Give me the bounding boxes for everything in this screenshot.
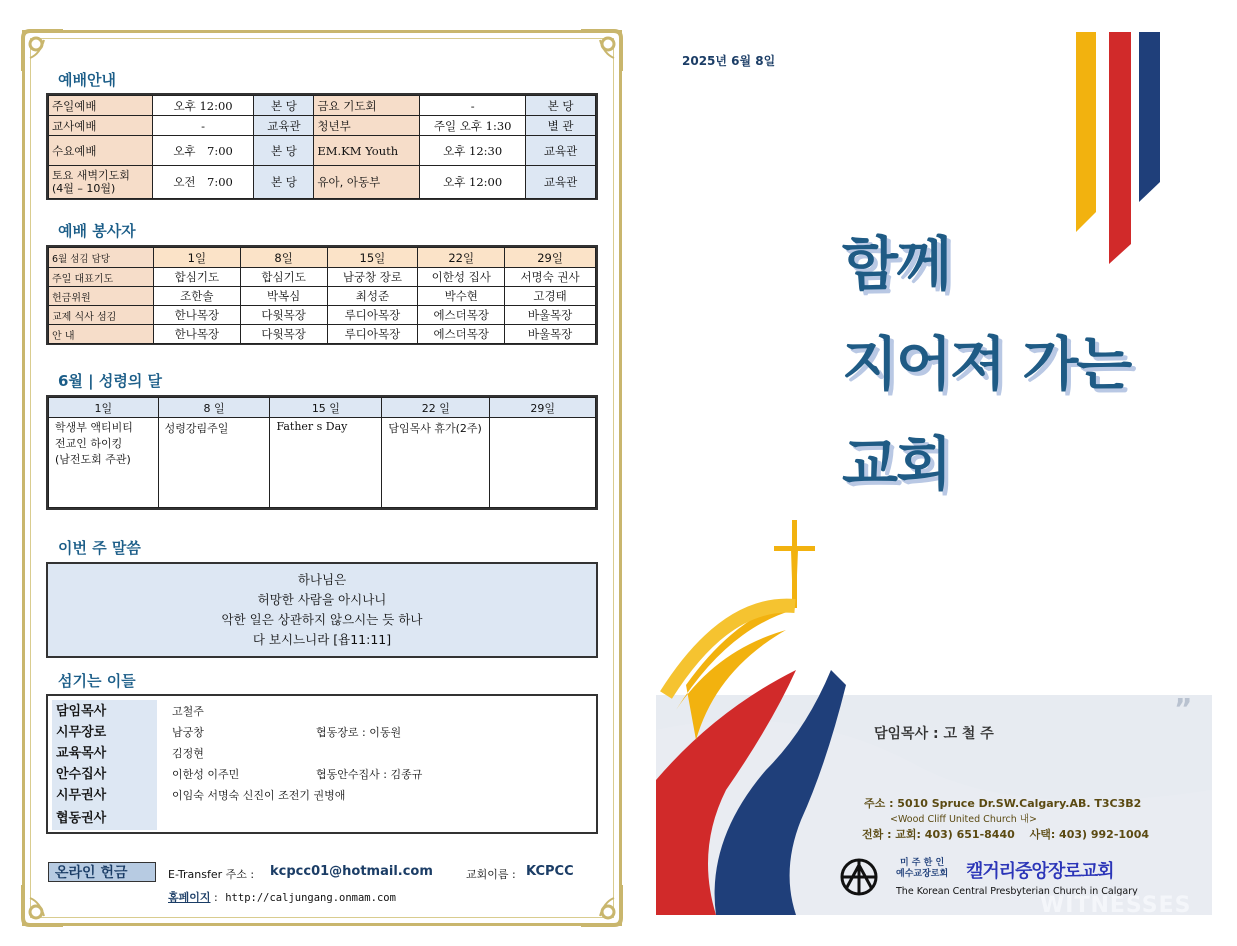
server-role: 담임목사 (56, 704, 107, 719)
volunteers-header-cell: 1일 (153, 248, 240, 268)
volunteers-header-cell: 22일 (418, 248, 505, 268)
month-header-cell: 15 일 (270, 398, 382, 418)
homepage-url[interactable]: http://caljungang.onmam.com (225, 892, 396, 904)
month-header-cell: 22 일 (382, 398, 490, 418)
table-row (49, 96, 596, 116)
server-name: 김정현 (172, 747, 204, 760)
month-event: 성령강림주일 (158, 418, 270, 508)
servers-section-title: 섬기는 이들 (58, 672, 136, 690)
worship-time: 오후 7:00 (152, 136, 254, 166)
month-calendar-frame (46, 395, 598, 510)
volunteers-cell: 남궁창 장로 (327, 268, 418, 287)
list-item (56, 722, 596, 743)
volunteers-cell: 루디아목장 (327, 306, 418, 325)
server-role: 교육목사 (56, 746, 107, 761)
list-item (56, 701, 596, 722)
server-name: 이임숙 서명숙 신진이 조전기 권병애 (172, 789, 346, 802)
servers-box (46, 694, 598, 834)
worship-name: 교사예배 (49, 116, 153, 136)
server-extra: 협동안수집사 : 김종규 (316, 768, 423, 781)
ornament-corner-icon (578, 882, 624, 928)
worship-time: 오전 7:00 (152, 166, 254, 199)
server-role: 시무권사 (56, 788, 107, 803)
server-name: 고철주 (172, 705, 204, 718)
table-row (49, 306, 596, 325)
volunteers-section-title: 예배 봉사자 (58, 222, 136, 240)
volunteers-header-cell: 6월 섬김 담당 (49, 248, 154, 268)
church-phone: 전화 : 교회: 403) 651-8440 사택: 403) 992-1004 (862, 828, 1150, 841)
table-row (49, 116, 596, 136)
server-name: 이한성 이주민 (172, 768, 240, 781)
worship-place: 본 당 (526, 96, 596, 116)
worship-place: 별 관 (526, 116, 596, 136)
table-row (49, 325, 596, 344)
homepage-label: 홈페이지 (168, 891, 211, 904)
church-logo-icon (836, 857, 882, 897)
server-extra: 협동장로 : 이동원 (316, 726, 402, 739)
volunteers-cell: 바울목장 (505, 325, 596, 344)
homepage-separator: : (214, 891, 218, 904)
volunteers-role: 헌금위원 (49, 287, 154, 306)
denomination-line: 예수교장로회 (896, 869, 949, 879)
worship-time: - (152, 116, 254, 136)
church-english-name: The Korean Central Presbyterian Church in Calgary (896, 886, 1138, 897)
worship-place: 교육관 (526, 166, 596, 199)
month-header-cell: 29일 (490, 398, 596, 418)
cover-title-line: 함께 (842, 230, 951, 298)
month-calendar (48, 397, 596, 508)
verse-box (46, 562, 598, 658)
table-row (49, 166, 596, 199)
volunteers-cell: 에스더목장 (418, 306, 505, 325)
bulletin-date: 2025년 6월 8일 (682, 54, 776, 68)
denomination-line: 미 주 한 인 (899, 858, 945, 868)
list-item (56, 806, 596, 830)
pastor-name: 담임목사 : 고 철 주 (874, 726, 994, 742)
volunteers-cell: 최성준 (327, 287, 418, 306)
month-section-title: 6월 | 성령의 달 (58, 372, 163, 390)
watermark-text: WITNESSES (1040, 893, 1192, 918)
ornament-corner-icon (578, 28, 624, 74)
volunteers-cell: 이한성 집사 (418, 268, 505, 287)
server-role: 협동권사 (56, 811, 107, 826)
ornament-corner-icon (20, 882, 66, 928)
worship-section-title: 예배안내 (58, 71, 116, 89)
etransfer-email[interactable]: kcpcc01@hotmail.com (270, 864, 433, 879)
servers-list (56, 701, 596, 830)
worship-time: 오후 12:30 (420, 136, 526, 166)
month-event (490, 418, 596, 508)
table-row (49, 268, 596, 287)
church-address: 주소 : 5010 Spruce Dr.SW.Calgary.AB. T3C3B2 (864, 797, 1142, 810)
month-event: 담임목사 휴가(2주) (382, 418, 490, 508)
worship-name: 주일예배 (49, 96, 153, 116)
server-role: 안수집사 (56, 767, 107, 782)
verse-line: 하나님은 (297, 572, 347, 587)
etransfer-label: E-Transfer 주소 : (168, 868, 255, 881)
volunteers-cell: 박수현 (418, 287, 505, 306)
homepage-row (168, 889, 396, 905)
month-event: Father s Day (270, 418, 382, 508)
volunteers-cell: 한나목장 (153, 325, 240, 344)
worship-table (48, 95, 596, 199)
church-korean-name: 캘거리중앙장로교회 (966, 861, 1114, 882)
volunteers-table-frame (46, 245, 598, 345)
cover-title-line: 교회 (842, 430, 951, 498)
worship-name: 토요 새벽기도회 (4월 – 10월) (49, 166, 153, 199)
server-name: 남궁창 (172, 726, 204, 739)
table-row (49, 418, 596, 508)
online-giving-label: 온라인 헌금 (48, 862, 156, 882)
church-name-value: KCPCC (526, 864, 574, 879)
volunteers-role: 안 내 (49, 325, 154, 344)
volunteers-role: 교제 식사 섬김 (49, 306, 154, 325)
worship-place: 본 당 (254, 166, 314, 199)
worship-time: 오후 12:00 (420, 166, 526, 199)
volunteers-role: 주일 대표기도 (49, 268, 154, 287)
worship-name: 청년부 (314, 116, 420, 136)
volunteers-table (48, 247, 596, 344)
cover-title-line: 지어져 가는 (842, 330, 1131, 398)
worship-place: 본 당 (254, 136, 314, 166)
worship-place: 교육관 (526, 136, 596, 166)
worship-name: 금요 기도회 (314, 96, 420, 116)
volunteers-cell: 루디아목장 (327, 325, 418, 344)
volunteers-cell: 에스더목장 (418, 325, 505, 344)
volunteers-cell: 박복심 (240, 287, 327, 306)
cover-title (842, 214, 1130, 514)
volunteers-header-cell: 8일 (240, 248, 327, 268)
verse-line: 악한 일은 상관하지 않으시는 듯 하나 (221, 612, 423, 627)
list-item (56, 743, 596, 764)
volunteers-cell: 한나목장 (153, 306, 240, 325)
volunteers-cell: 다윗목장 (240, 325, 327, 344)
volunteers-cell: 조한솔 (153, 287, 240, 306)
church-address-note: <Wood Cliff United Church 내> (890, 814, 1037, 825)
volunteers-cell: 다윗목장 (240, 306, 327, 325)
worship-time: 오후 12:00 (152, 96, 254, 116)
volunteers-cell: 합심기도 (153, 268, 240, 287)
worship-name: EM.KM Youth (314, 136, 420, 166)
worship-place: 본 당 (254, 96, 314, 116)
volunteers-cell: 서명숙 권사 (505, 268, 596, 287)
cross-swoosh-icon (656, 520, 1212, 915)
table-header-row (49, 398, 596, 418)
ornament-corner-icon (20, 28, 66, 74)
worship-name: 유아, 아동부 (314, 166, 420, 199)
month-header-cell: 1일 (49, 398, 159, 418)
worship-name: 수요예배 (49, 136, 153, 166)
worship-place: 교육관 (254, 116, 314, 136)
cover-page (656, 0, 1212, 918)
verse-line: 허망한 사람을 아시나니 (257, 592, 387, 607)
list-item (56, 785, 596, 806)
table-header-row (49, 248, 596, 268)
table-row (49, 287, 596, 306)
volunteers-header-cell: 29일 (505, 248, 596, 268)
server-role: 시무장로 (56, 725, 107, 740)
church-name-label: 교회이름 : (466, 868, 516, 881)
volunteers-header-cell: 15일 (327, 248, 418, 268)
month-header-cell: 8 일 (158, 398, 270, 418)
list-item (56, 764, 596, 785)
volunteers-cell: 고경태 (505, 287, 596, 306)
worship-time: 주일 오후 1:30 (420, 116, 526, 136)
verse-section-title: 이번 주 말씀 (58, 539, 141, 557)
denomination (896, 858, 948, 880)
worship-table-frame (46, 93, 598, 200)
verse-line: 다 보시느니라 [욥11:11] (252, 632, 392, 647)
month-event: 학생부 액티비티 전교인 하이킹 (남전도회 주관) (49, 418, 159, 508)
volunteers-cell: 합심기도 (240, 268, 327, 287)
volunteers-cell: 바울목장 (505, 306, 596, 325)
quote-mark: ” (1174, 692, 1193, 725)
table-row (49, 136, 596, 166)
worship-time: - (420, 96, 526, 116)
